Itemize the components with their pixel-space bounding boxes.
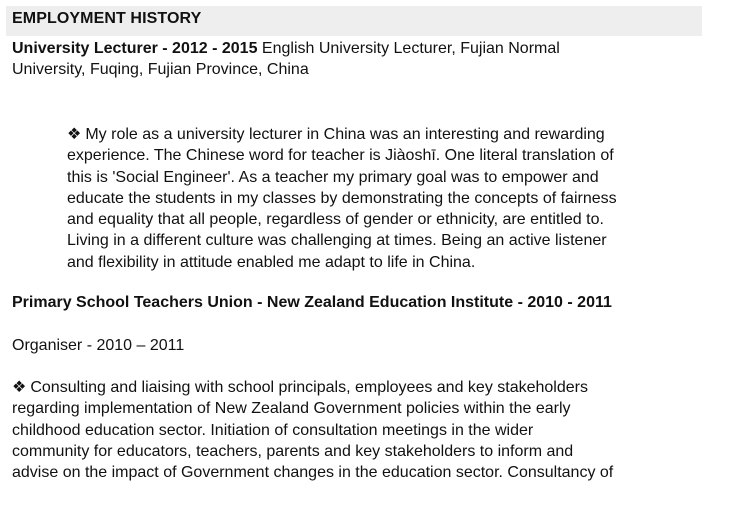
job-title: Primary School Teachers Union - New Zealand Education Institute - 2010 - 2011	[12, 294, 612, 311]
description-line: and equality that all people, regardless of gender or ethnicity, are entitled to.	[67, 211, 604, 229]
description-line: ❖ Consulting and liaising with school principals, employees and key stakeholders	[12, 379, 588, 396]
description-line: and flexibility in attitude enabled me adapt to life in China.	[67, 253, 476, 271]
diamond-bullet-icon: ❖	[67, 126, 82, 143]
description-line: experience. The Chinese word for teacher is Jiàoshī. One literal translation of	[67, 147, 614, 165]
job-description	[67, 124, 707, 273]
job-header-line	[12, 38, 702, 59]
description-line: this is 'Social Engineer'. As a teacher my primary goal was to empower and	[67, 168, 599, 186]
description-line: educate the students in my classes by demonstrating the concepts of fairness	[67, 189, 617, 207]
diamond-bullet-icon: ❖	[12, 379, 27, 396]
job-title: University Lecturer - 2012 - 2015	[12, 40, 258, 57]
description-line: Living in a different culture was challenging at times. Being an active listener	[67, 232, 607, 250]
job-role: Organiser - 2010 – 2011	[12, 337, 185, 354]
section-heading: EMPLOYMENT HISTORY	[6, 6, 702, 36]
description-line: childhood education sector. Initiation of consultation meetings in the wider	[12, 421, 534, 439]
job-detail: English University Lecturer, Fujian Normal	[257, 40, 560, 57]
job-detail-continued: University, Fuqing, Fujian Province, China	[12, 61, 309, 78]
description-line: community for educators, teachers, parents and key stakeholders to inform and	[12, 442, 574, 460]
description-line: ❖ My role as a university lecturer in China was an interesting and rewarding	[67, 126, 605, 143]
description-line: advise on the impact of Government changes in the education sector. Consultancy of	[12, 464, 614, 482]
job-description	[12, 377, 712, 483]
description-line: regarding implementation of New Zealand Government policies within the early	[12, 400, 571, 418]
job-entry-university-lecturer	[12, 38, 702, 80]
